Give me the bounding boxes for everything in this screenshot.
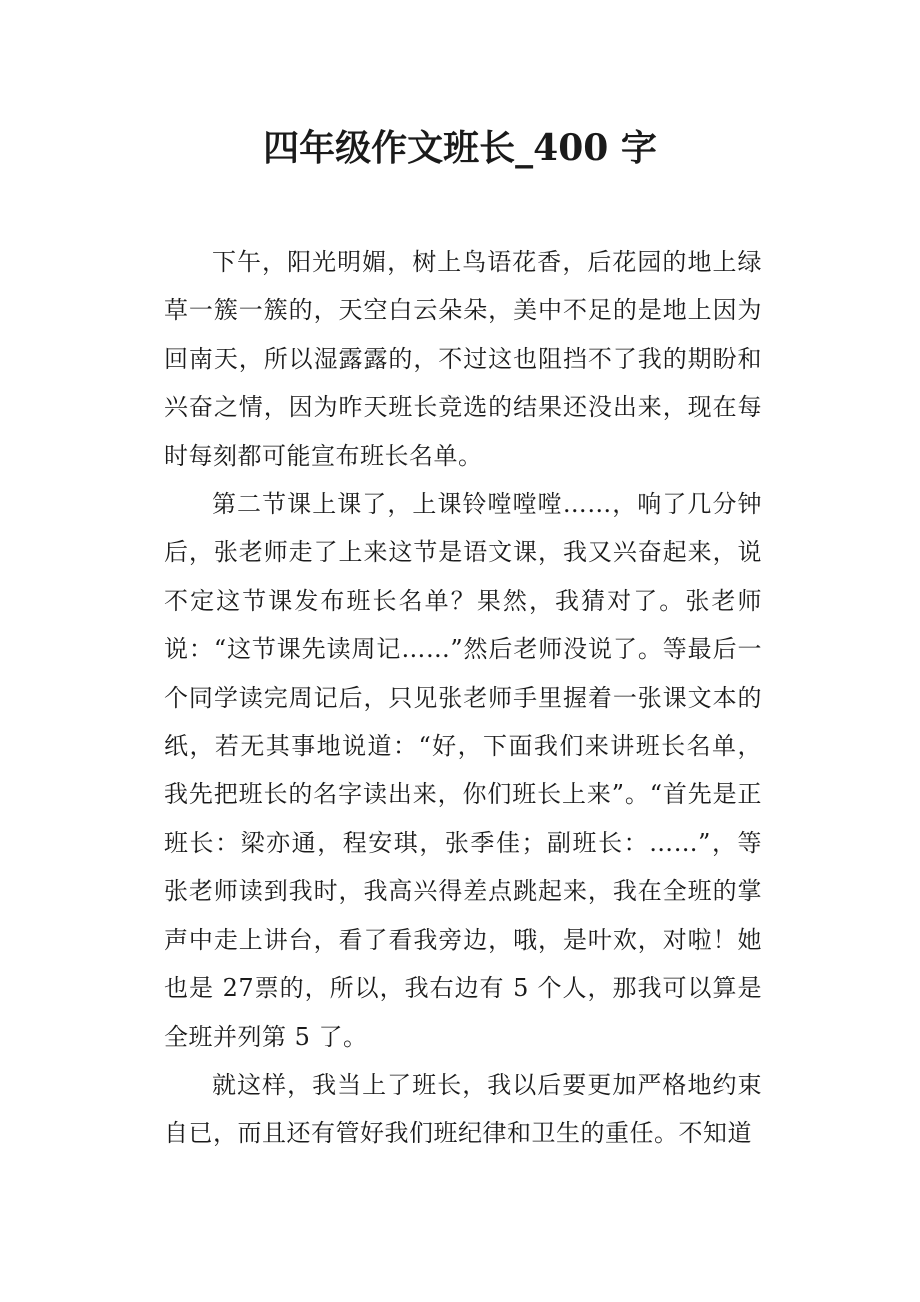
paragraph-2: 第二节课上课了，上课铃嘡嘡嘡……，响了几分钟后，张老师走了上来这节是语文课，我又兴奋起来，说不定这节课发布班长名单？果然，我猜对了。张老师说：“这节课先读周记……”然后老师没说了。等最后一个同学读完周记后，只见张老师手里握着一张课文本的纸，若无其事地说道：“好，下面我们来讲班长名单，我先把班长的名字读出来，你们班长上来”。“首先是正班长：梁亦通，程安琪，张季佳；副班长：……”，等张老师读到我时，我高兴得差点跳起来，我在全班的掌声中走上讲台，看了看我旁边，哦，是叶欢，对啦！她也是 27票的，所以，我右边有 5 个人，那我可以算是全班并列第 5 了。 <box>164 490 762 1051</box>
document-title: 四年级作文班长_400 字 <box>263 127 657 169</box>
paragraph-3: 就这样，我当上了班长，我以后要更加严格地约束自已，而且还有管好我们班纪律和卫生的重任。不知道 <box>164 1070 762 1148</box>
document-body <box>164 238 762 1158</box>
paragraph-1: 下午，阳光明媚，树上鸟语花香，后花园的地上绿草一簇一簇的，天空白云朵朵，美中不足的是地上因为回南天，所以湿露露的，不过这也阻挡不了我的期盼和兴奋之情，因为昨天班长竞选的结果还没出来，现在每时每刻都可能宣布班长名单。 <box>164 248 762 470</box>
